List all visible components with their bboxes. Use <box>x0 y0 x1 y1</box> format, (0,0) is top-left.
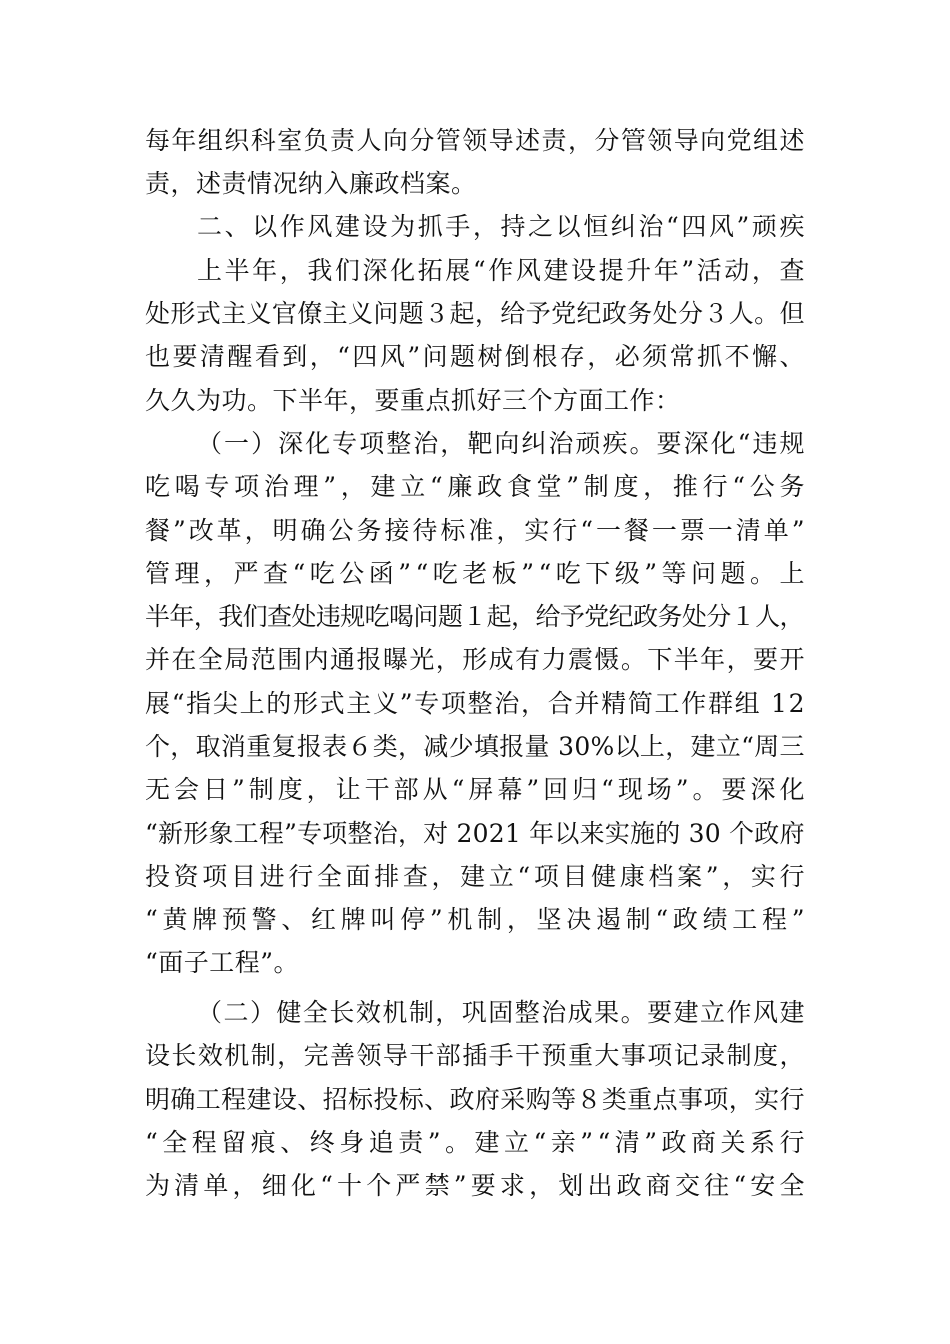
body-text-line: 每年组织科室负责人向分管领导述责，分管领导向党组述 <box>145 126 806 155</box>
body-text-line: 上半年，我们深化拓展“作风建设提升年”活动，查 <box>197 256 808 285</box>
body-text-line: 也要清醒看到，“四风”问题树倒根存，必须常抓不懈、 <box>145 342 807 371</box>
subsection-paragraph-start: （一）深化专项整治，靶向纠治顽疾。要深化“违规 <box>197 429 807 458</box>
body-text-line: 个，取消重复报表６类，减少填报量 30%以上，建立“周三 <box>145 732 805 761</box>
body-text-line: 久久为功。下半年，要重点抓好三个方面工作： <box>145 386 681 415</box>
body-text-line: 管理，严查“吃公函”“吃老板”“吃下级”等问题。上 <box>145 559 809 588</box>
body-text-line: 为清单，细化“十个严禁”要求，划出政商交往“安全 <box>145 1171 809 1200</box>
body-text-line: 餐”改革，明确公务接待标准，实行“一餐一票一清单” <box>145 516 808 545</box>
body-text-line: “黄牌预警、红牌叫停”机制，坚决遏制“政绩工程” <box>145 905 810 934</box>
body-text-line: 投资项目进行全面排查，建立“项目健康档案”，实行 <box>145 862 809 891</box>
body-text-line: “新形象工程”专项整治，对 2021 年以来实施的 30 个政府 <box>145 819 805 848</box>
body-text-line: 展“指尖上的形式主义”专项整治，合并精简工作群组 12 <box>145 689 807 718</box>
body-text-line: 吃喝专项治理”，建立“廉政食堂”制度，推行“公务 <box>145 472 810 501</box>
section-heading: 二、以作风建设为抓手，持之以恒纠治“四风”顽疾 <box>197 212 808 241</box>
subsection-paragraph-start: （二）健全长效机制，巩固整治成果。要建立作风建 <box>197 998 806 1027</box>
body-text-line: 并在全局范围内通报曝光，形成有力震慑。下半年，要开 <box>145 645 806 674</box>
body-text-line: 无会日”制度，让干部从“屏幕”回归“现场”。要深化 <box>145 775 809 804</box>
body-text-line: 责，述责情况纳入廉政档案。 <box>145 169 477 198</box>
body-text-line: “全程留痕、终身追责”。建立“亲”“清”政商关系行 <box>145 1128 809 1157</box>
body-text-line: “面子工程”。 <box>145 948 300 977</box>
body-text-line: 明确工程建设、招标投标、政府采购等８类重点事项，实行 <box>145 1085 805 1114</box>
body-text-line: 处形式主义官僚主义问题３起，给予党纪政务处分３人。但 <box>145 299 805 328</box>
body-text-line: 设长效机制，完善领导干部插手干预重大事项记录制度， <box>145 1041 806 1070</box>
body-text-line: 半年，我们查处违规吃喝问题１起，给予党纪政务处分１人， <box>145 602 804 631</box>
